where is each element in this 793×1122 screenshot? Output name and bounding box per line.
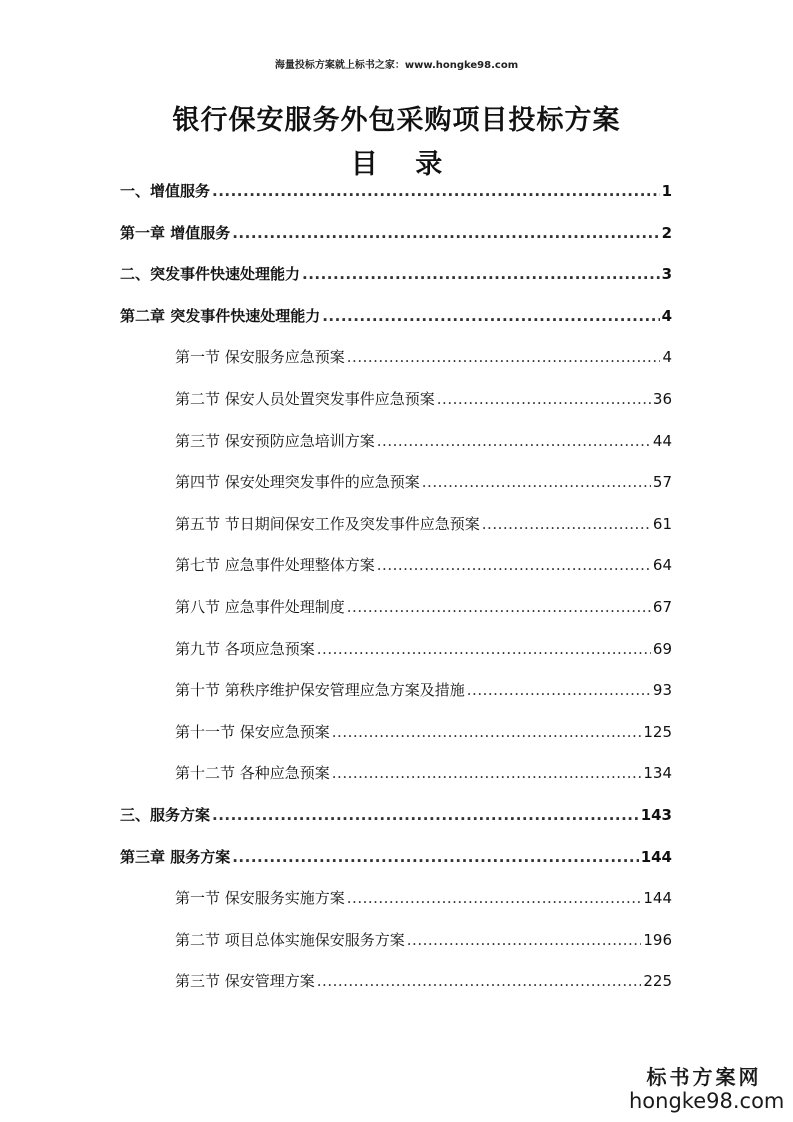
toc-entry-label: 第三节 保安管理方案 xyxy=(175,972,315,991)
toc-entry-label: 第十节 第秩序维护保安管理应急方案及措施 xyxy=(175,681,465,700)
toc-leader-dots xyxy=(317,640,651,658)
toc-entry-label: 第三章 服务方案 xyxy=(120,847,231,866)
toc-entry[interactable] xyxy=(175,970,672,994)
toc-entry-label: 第一章 增值服务 xyxy=(120,223,231,242)
toc-entry[interactable] xyxy=(175,388,672,412)
toc-entry-page: 143 xyxy=(640,806,672,824)
watermark-text: 标书方案网 xyxy=(646,1065,762,1089)
toc-entry-page: 64 xyxy=(652,556,672,575)
toc-leader-dots xyxy=(422,473,651,491)
toc-entry[interactable] xyxy=(175,929,672,953)
toc-entry-label: 第八节 应急事件处理制度 xyxy=(175,598,345,616)
toc-leader-dots xyxy=(322,307,659,325)
toc-leader-dots xyxy=(232,224,659,242)
toc-leader-dots xyxy=(347,889,642,907)
toc-leader-dots xyxy=(347,348,661,366)
toc-leader-dots xyxy=(467,681,651,699)
toc-leader-dots xyxy=(232,848,638,866)
toc-entry-page: 225 xyxy=(643,972,672,991)
toc-leader-dots xyxy=(482,515,651,533)
toc-entry-page: 4 xyxy=(661,306,672,325)
toc-entry-label: 二、突发事件快速处理能力 xyxy=(120,265,301,284)
toc-entry-page: 44 xyxy=(652,431,672,450)
toc-entry-label: 第二节 保安人员处置突发事件应急预案 xyxy=(175,390,435,408)
toc-entry-label: 第十二节 各种应急预案 xyxy=(175,764,330,783)
toc-entry-page: 93 xyxy=(652,681,672,700)
toc-entry[interactable] xyxy=(175,513,672,537)
document-title: 银行保安服务外包采购项目投标方案 xyxy=(172,105,621,136)
toc-entry-label: 第三节 保安预防应急培训方案 xyxy=(175,431,375,450)
toc-leader-dots xyxy=(377,556,651,574)
toc-entry-label: 第十一节 保安应急预案 xyxy=(175,722,330,741)
toc-entry[interactable] xyxy=(175,430,672,454)
toc-entry[interactable] xyxy=(120,846,672,870)
toc-entry-page: 125 xyxy=(643,722,672,741)
toc-leader-dots xyxy=(317,972,642,990)
toc-entry-page: 57 xyxy=(652,473,672,492)
toc-entry[interactable] xyxy=(120,804,672,828)
toc-entry[interactable] xyxy=(175,679,672,703)
watermark-logo xyxy=(629,1061,785,1113)
toc-entry-page: 1 xyxy=(661,182,672,200)
toc-entry-page: 144 xyxy=(640,847,672,866)
toc-entry[interactable] xyxy=(120,222,672,246)
toc-entry-label: 第二章 突发事件快速处理能力 xyxy=(120,306,321,325)
toc-entry-label: 第一节 保安服务应急预案 xyxy=(175,348,345,367)
toc-leader-dots xyxy=(212,182,660,200)
toc-leader-dots xyxy=(347,598,651,616)
toc-entry[interactable] xyxy=(175,638,672,662)
toc-entry[interactable] xyxy=(175,554,672,578)
toc-entry[interactable] xyxy=(175,596,672,620)
toc-entry-page: 196 xyxy=(643,930,672,949)
toc-leader-dots xyxy=(407,931,642,949)
toc-entry-page: 69 xyxy=(652,639,672,658)
toc-leader-dots xyxy=(332,764,642,782)
toc-title: 目 录 xyxy=(350,149,457,180)
toc-entry-page: 2 xyxy=(661,223,672,242)
toc-entry[interactable] xyxy=(175,762,672,786)
toc-entry[interactable] xyxy=(175,887,672,911)
toc-leader-dots xyxy=(437,390,651,408)
toc-entry[interactable] xyxy=(120,263,672,287)
toc-entry-page: 61 xyxy=(652,514,672,533)
toc-entry[interactable] xyxy=(120,305,672,329)
header-note: 海量投标方案就上标书之家：www.hongke98.com xyxy=(274,60,519,71)
toc-entry-label: 第五节 节日期间保安工作及突发事件应急预案 xyxy=(175,514,480,533)
toc-entry-label: 第四节 保安处理突发事件的应急预案 xyxy=(175,473,420,492)
toc-entry-page: 4 xyxy=(662,348,672,367)
toc-entry[interactable] xyxy=(175,721,672,745)
toc-leader-dots xyxy=(302,265,660,283)
toc-entry-label: 三、服务方案 xyxy=(120,806,211,824)
toc-leader-dots xyxy=(332,723,642,741)
toc-entry[interactable] xyxy=(120,180,672,204)
toc-entry-label: 第七节 应急事件处理整体方案 xyxy=(175,556,375,575)
toc-leader-dots xyxy=(212,806,639,824)
toc-entry-page: 3 xyxy=(661,265,672,284)
toc-entry-label: 第九节 各项应急预案 xyxy=(175,639,315,658)
toc-entry-label: 第二节 项目总体实施保安服务方案 xyxy=(175,930,405,949)
toc-entry-label: 第一节 保安服务实施方案 xyxy=(175,889,345,908)
toc-entry[interactable] xyxy=(175,346,672,370)
watermark-url: hongke98.com xyxy=(629,1089,785,1113)
toc-entry-page: 134 xyxy=(643,764,672,783)
toc-entry[interactable] xyxy=(175,471,672,495)
toc-leader-dots xyxy=(377,432,651,450)
toc-entry-page: 144 xyxy=(643,889,672,908)
toc-entry-page: 67 xyxy=(652,598,672,616)
toc-entry-label: 一、增值服务 xyxy=(120,182,211,200)
toc-entry-page: 36 xyxy=(652,390,672,408)
